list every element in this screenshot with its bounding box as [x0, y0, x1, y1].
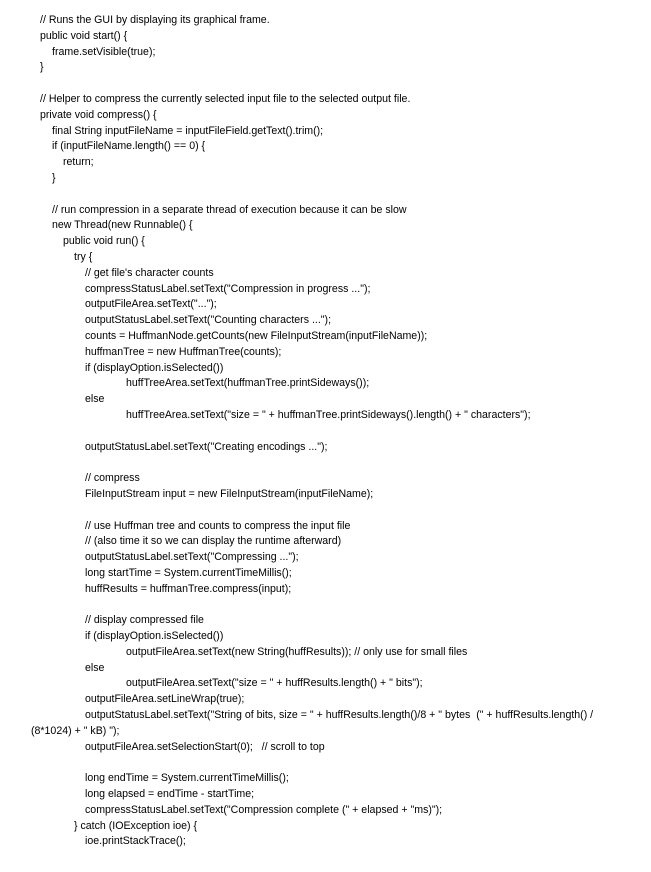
code-line: (8*1024) + " kB) ");	[31, 724, 120, 737]
code-line: huffResults = huffmanTree.compress(input);	[85, 582, 292, 595]
code-line: // compress	[85, 472, 140, 485]
code-line: outputFileArea.setLineWrap(true);	[85, 693, 245, 706]
blank-line	[0, 455, 651, 471]
code-line: huffTreeArea.setText("size = " + huffmanTree.printSideways().length() + " characters");	[126, 408, 531, 421]
code-line: if (displayOption.isSelected())	[85, 630, 224, 643]
blank-line	[0, 755, 651, 771]
code-line: public void start() {	[40, 29, 128, 42]
code-line: try {	[74, 250, 93, 263]
code-line: final String inputFileName = inputFileField.getText().trim();	[52, 124, 324, 137]
code-line: outputStatusLabel.setText("Compressing ...");	[85, 551, 299, 564]
code-line: outputStatusLabel.setText("String of bits, size = " + huffResults.length()/8 + " bytes (" + huffResults.length() /	[85, 709, 594, 722]
blank-line	[0, 424, 651, 440]
code-line: counts = HuffmanNode.getCounts(new FileInputStream(inputFileName));	[85, 329, 428, 342]
code-line: outputFileArea.setText("size = " + huffResults.length() + " bits");	[126, 677, 423, 690]
code-line: // Runs the GUI by displaying its graphical frame.	[40, 14, 270, 26]
code-line: long startTime = System.currentTimeMillis();	[85, 566, 292, 579]
code-line: if (inputFileName.length() == 0) {	[52, 140, 206, 153]
blank-line	[0, 187, 651, 203]
code-line: frame.setVisible(true);	[52, 45, 156, 58]
code-line: long endTime = System.currentTimeMillis();	[85, 772, 289, 785]
code-line: private void compress() {	[40, 108, 157, 121]
code-line: outputStatusLabel.setText("Counting characters ...");	[85, 314, 332, 327]
code-line: // run compression in a separate thread of execution because it can be slow	[52, 203, 407, 216]
code-line: // display compressed file	[85, 614, 204, 627]
code-line: if (displayOption.isSelected())	[85, 361, 224, 374]
code-line: return;	[63, 156, 94, 169]
code-line: new Thread(new Runnable() {	[52, 219, 193, 232]
code-line: // use Huffman tree and counts to compress the input file	[85, 519, 351, 532]
code-line: outputFileArea.setText(new String(huffResults)); // only use for small files	[126, 645, 468, 658]
blank-line	[0, 76, 651, 92]
code-line: outputFileArea.setText("...");	[85, 298, 217, 311]
code-line: huffTreeArea.setText(huffmanTree.printSideways());	[126, 377, 370, 390]
code-line: // Helper to compress the currently selected input file to the selected output file.	[40, 92, 411, 105]
code-line: } catch (IOException ioe) {	[74, 819, 198, 832]
code-document	[0, 13, 651, 850]
code-line: compressStatusLabel.setText("Compression complete (" + elapsed + "ms)");	[85, 803, 443, 816]
code-line: compressStatusLabel.setText("Compression in progress ...");	[85, 282, 371, 295]
code-line: FileInputStream input = new FileInputStream(inputFileName);	[85, 487, 374, 500]
code-line: public void run() {	[63, 235, 145, 248]
blank-line	[0, 503, 651, 519]
code-line: long elapsed = endTime - startTime;	[85, 788, 255, 801]
code-line: // (also time it so we can display the runtime afterward)	[85, 535, 342, 548]
code-line: outputStatusLabel.setText("Creating encodings ...");	[85, 440, 328, 453]
code-line: ioe.printStackTrace();	[85, 835, 186, 848]
code-line: else	[85, 393, 105, 406]
code-line: }	[52, 171, 56, 184]
code-line: else	[85, 661, 105, 674]
code-line: outputFileArea.setSelectionStart(0); // scroll to top	[85, 740, 325, 753]
code-line: // get file's character counts	[85, 266, 214, 279]
code-line: }	[40, 61, 44, 74]
code-line: huffmanTree = new HuffmanTree(counts);	[85, 345, 282, 358]
blank-line	[0, 597, 651, 613]
